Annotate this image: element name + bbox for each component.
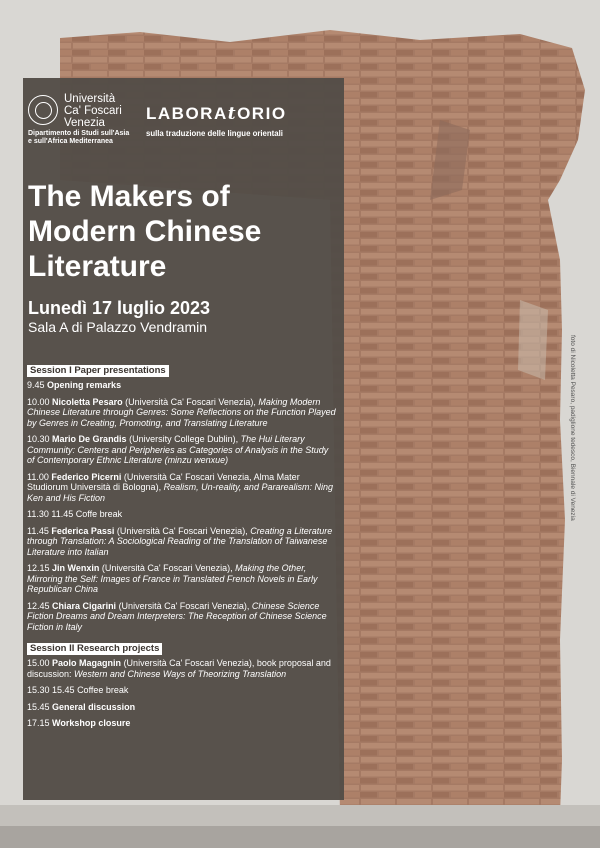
program-item <box>27 434 337 466</box>
program-item <box>27 702 337 713</box>
item-affiliation: (University College Dublin), <box>126 434 241 444</box>
event-title: The Makers of Modern Chinese Literature <box>28 180 262 283</box>
item-time: 10.00 <box>27 396 50 407</box>
lab-title-d: O <box>271 104 287 123</box>
laboratorio-subtitle <box>146 129 336 138</box>
item-name: Chiara Cigarini <box>52 600 117 611</box>
program-item <box>27 718 337 729</box>
department-line1: Dipartimento di Studi sull'Asia <box>28 130 130 137</box>
item-title: Chinese Science Fiction Dreams and Dream Interpreters: The Reception of Chinese Science Fiction in Italy <box>27 600 327 632</box>
item-name: Federico Picerni <box>51 471 122 482</box>
program-item <box>27 380 337 391</box>
item-time: 9.45 <box>27 380 45 390</box>
item-affiliation: (Università Ca' Foscari Venezia), <box>114 525 251 536</box>
university-line1: Università <box>64 93 116 105</box>
program-item <box>27 658 337 679</box>
program-item <box>27 563 337 595</box>
item-time: 12.45 <box>27 600 50 611</box>
item-name: Mario De Grandis <box>52 434 127 444</box>
item-affiliation: Coffe break <box>75 509 123 519</box>
item-name: Jin Wenxin <box>52 563 100 573</box>
program-item <box>27 472 337 504</box>
item-affiliation: Coffee break <box>77 685 129 695</box>
item-time: 17.15 <box>27 718 50 728</box>
laboratorio-title <box>146 104 336 124</box>
program-item <box>27 397 337 429</box>
program-item <box>27 509 337 520</box>
photo-credit <box>567 335 577 555</box>
item-name: Federica Passi <box>51 525 115 536</box>
university-line2: Ca' Foscari <box>64 105 122 117</box>
university-name <box>64 93 144 129</box>
event-venue: Sala A di Palazzo Vendramin <box>28 319 208 335</box>
lab-sub-a: sulla traduzione delle <box>146 129 228 138</box>
item-name: Paolo Magagnin <box>52 658 122 668</box>
program-item <box>27 685 337 696</box>
photo-credit-text: foto di Nicoletta Pesaro, padiglione tedesco, Biennale di Venezia <box>569 335 576 521</box>
session-label: Session II Research projects <box>27 643 162 655</box>
program-item <box>27 601 337 633</box>
item-affiliation: (Università Ca' Foscari Venezia, Alma Mater Studiorum Università di Bologna), <box>27 471 300 492</box>
item-title: Creating a Literature through Translation: A Sociological Reading of the Translation of Taiwanese Literature into Italian <box>27 525 333 557</box>
laboratorio-logo <box>146 104 336 138</box>
item-time: 11.00 <box>27 471 49 482</box>
item-time: 15.00 <box>27 658 50 668</box>
lab-title-a: LABORA <box>146 104 228 123</box>
item-name: General discussion <box>52 701 136 712</box>
program-item <box>27 526 337 558</box>
lab-title-c: ORI <box>237 104 272 123</box>
lab-title-b: t <box>227 104 238 124</box>
item-title: Making the Other, Mirroring the Self: Images of France in Translated French Novels in Early Republican China <box>27 563 318 594</box>
item-title: Realism, Un-reality, and Pararealism: Ning Ken and His Fiction <box>27 482 333 503</box>
item-affiliation: (Università Ca' Foscari Venezia), book proposal and discussion: <box>27 658 331 679</box>
item-name: Workshop closure <box>52 718 131 728</box>
session-label: Session I Paper presentations <box>27 365 169 377</box>
item-title: Making Modern Chinese Literature through Genres: Some Reflections on the Function Played by Genres in Creating, Promoting, and Translating Literature <box>27 396 336 428</box>
lab-sub-b: lingue orientali <box>227 129 283 138</box>
item-time: 12.15 <box>27 563 50 573</box>
university-line3: Venezia <box>64 117 105 129</box>
item-time: 11.45 <box>27 525 49 536</box>
item-affiliation: (Università Ca' Foscari Venezia), <box>99 563 236 573</box>
item-time: 11.30 11.45 <box>27 509 74 519</box>
item-affiliation: (Università Ca' Foscari Venezia), <box>116 600 252 611</box>
item-name: Opening remarks <box>47 380 122 390</box>
item-time: 15.30 15.45 <box>27 685 75 695</box>
university-seal-icon <box>28 95 58 125</box>
item-time: 10.30 <box>27 434 50 444</box>
item-title: The Hui Literary Community: Centers and Peripheries as Categories of Analysis in the Study of Contemporary Ethnic Literature (minzu wenxue) <box>27 434 329 465</box>
item-title: Western and Chinese Ways of Theorizing Translation <box>74 668 287 679</box>
event-date: Lunedì 17 luglio 2023 <box>28 298 211 318</box>
item-time: 15.45 <box>27 701 50 712</box>
item-name: Nicoletta Pesaro <box>52 396 123 407</box>
poster-panel <box>23 78 344 800</box>
department-name <box>28 130 148 146</box>
department-line2: e sull'Africa Mediterranea <box>28 138 113 145</box>
item-affiliation: (Università Ca' Foscari Venezia), <box>122 396 259 407</box>
program <box>27 365 337 729</box>
